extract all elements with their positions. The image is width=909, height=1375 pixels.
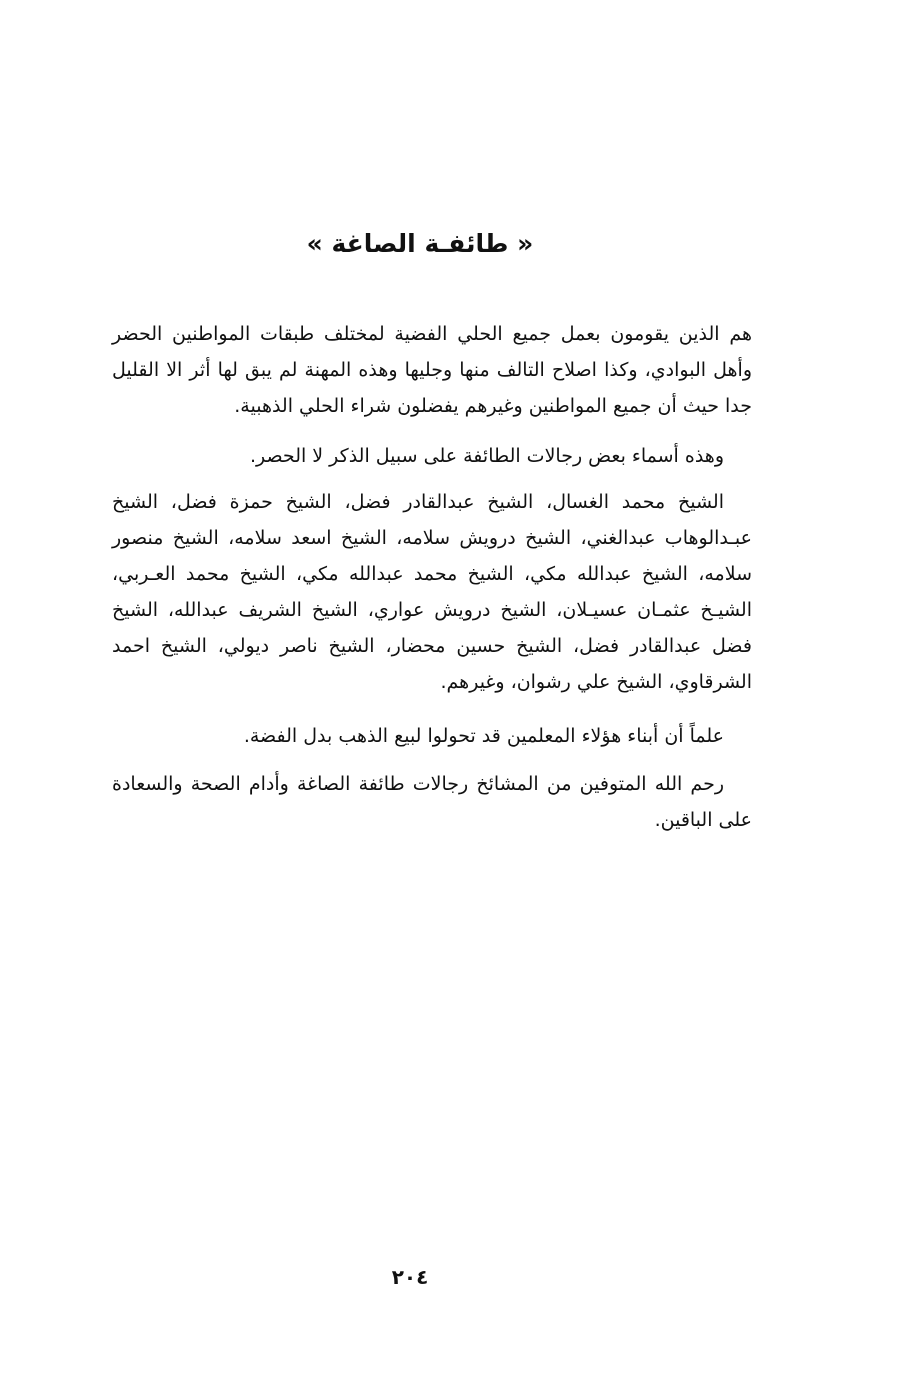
paragraph-intro: هم الذين يقومون بعمل جميع الحلي الفضية لمختلف طبقات المواطنين الحضر وأهل البوادي، وكذا اصلاح التالف منها وجليها وهذه المهنة لم يبق لها أثر الا القليل جدا حيث أن جميع المواطنين وغيرهم يفضلون شراء الحلي الذهبية.	[112, 323, 752, 417]
paragraph-names-intro: وهذه أسماء بعض رجالات الطائفة على سبيل الذكر لا الحصر.	[249, 445, 724, 467]
page-number: ٢٠٤	[391, 1265, 429, 1289]
paragraph-note: علماً أن أبناء هؤلاء المعلمين قد تحولوا لبيع الذهب بدل الفضة.	[243, 725, 724, 747]
section-title: « طائفـة الصاغة »	[306, 229, 534, 258]
paragraph-names-list: الشيخ محمد الغسال، الشيخ عبدالقادر فضل، الشيخ حمزة فضل، الشيخ عبـدالوهاب عبدالغني، الشيخ درويش سلامه، الشيخ اسعد سلامه، الشيخ منصور سلامه، الشيخ عبدالله مكي، الشيخ محمد عبدالله مكي، الشيخ محمد العـربي، الشيـخ عثمـان عسيـلان، الشيخ درويش عواري، الشيخ الشريف عبدالله، الشيخ فضل عبدالقادر فضل، الشيخ حسين محضار، الشيخ ناصر ديولي، الشيخ احمد الشرقاوي، الشيخ علي رشوان، وغيرهم.	[112, 491, 752, 693]
paragraph-closing: رحم الله المتوفين من المشائخ رجالات طائفة الصاغة وأدام الصحة والسعادة على الباقين.	[112, 773, 752, 831]
